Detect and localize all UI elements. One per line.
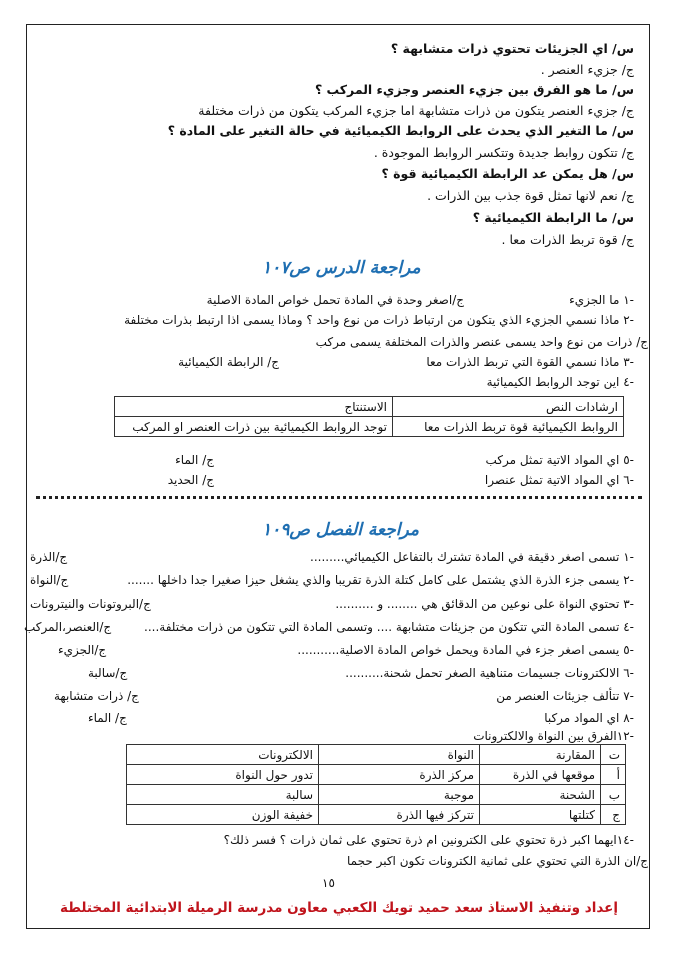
review1-table	[114, 396, 624, 437]
review1-a5: ج/ الماء	[175, 453, 214, 467]
question-3: س/ ما التغير الذي يحدث على الروابط الكيميائية في حالة التغير على المادة ؟	[167, 123, 634, 138]
table-cell: خفيفة الوزن	[127, 805, 319, 825]
question-2: س/ ما هو الفرق بين جزيء العنصر وجزيء المركب ؟	[314, 82, 634, 97]
table-cell: توجد الروابط الكيميائية بين ذرات العنصر او المركب	[115, 417, 393, 437]
review1-a2: ج/ ذرات من نوع واحد يسمى عنصر والذرات المختلفة يسمى مركب	[315, 335, 648, 349]
review2-a8: ج/ الماء	[88, 711, 127, 725]
answer-4: ج/ نعم لانها تمثل قوة جذب بين الذرات .	[427, 188, 634, 203]
review2-a2: ج/النواة	[30, 573, 69, 587]
review2-q4: -٤ تسمى المادة التي تتكون من جزيئات متشابهة .... وتسمى المادة التي تتكون من ذرات مختلفة....	[144, 620, 634, 634]
table-cell: ب	[601, 785, 626, 805]
answer-2: ج/ جزيء العنصر يتكون من ذرات متشابهة اما جزيء المركب يتكون من ذرات مختلفة	[198, 103, 634, 118]
review1-a1: ج/اصغر وحدة في المادة تحمل خواص المادة الاصلية	[206, 293, 464, 307]
table-cell: مركز الذرة	[319, 765, 480, 785]
review2-q8: -٨ اي المواد مركبا	[544, 711, 634, 725]
table-cell: ج	[601, 805, 626, 825]
answer-5: ج/ قوة تربط الذرات معا .	[501, 232, 634, 247]
question-5: س/ ما الرابطة الكيميائية ؟	[472, 210, 634, 225]
review2-a14: ج/ان الذرة التي تحتوي على ثمانية الكترونات تكون اكبر حجما	[347, 854, 648, 868]
table-cell: تتركز فيها الذرة	[319, 805, 480, 825]
review2-q3: -٣ تحتوي النواة على نوعين من الدقائق هي ........ و ..........	[335, 597, 634, 611]
review2-a5: ج/الجزيء	[58, 643, 107, 657]
table-cell: الروابط الكيميائية قوة تربط الذرات معا	[393, 417, 624, 437]
table-header-cell: الاستنتاج	[115, 397, 393, 417]
separator-line	[36, 496, 642, 499]
review2-a1: ج/الذرة	[30, 550, 68, 564]
page-number: ١٥	[322, 876, 335, 890]
comparison-table	[126, 744, 626, 825]
review1-q5: -٥ اي المواد الاتية تمثل مركب	[485, 453, 634, 467]
answer-1: ج/ جزيء العنصر .	[540, 62, 634, 77]
review1-a3: ج/ الرابطة الكيميائية	[178, 355, 279, 369]
review2-q7: -٧ تتألف جزيئات العنصر من	[496, 689, 634, 703]
answer-3: ج/ تتكون روابط جديدة وتتكسر الروابط الموجودة .	[373, 145, 634, 160]
review2-q6: -٦ الالكترونات جسيمات متناهية الصغر تحمل شحنة..........	[345, 666, 634, 680]
table-cell: سالبة	[127, 785, 319, 805]
review2-a6: ج/سالبة	[88, 666, 128, 680]
table-header-cell: الالكترونات	[127, 745, 319, 765]
table-cell: موقعها في الذرة	[480, 765, 601, 785]
table-cell: أ	[601, 765, 626, 785]
review1-q4: -٤ اين توجد الروابط الكيميائية	[486, 375, 634, 389]
review1-a6: ج/ الحديد	[167, 473, 214, 487]
review2-q14: -١٤ايهما اكبر ذرة تحتوي على الكترونين ام ذرة تحتوي على ثمان ذرات ؟ فسر ذلك؟	[223, 833, 634, 847]
review1-q2: -٢ ماذا نسمي الجزيء الذي يتكون من ارتباط ذرات من نوع واحد ؟ وماذا يسمى اذا ارتبط بذرات مختلفة	[124, 313, 634, 327]
review2-q2: -٢ يسمى جزء الذرة الذي يشتمل على كامل كتلة الذرة تقريبا والذي يشغل حيزا صغيرا جدا داخلها .......	[127, 573, 634, 587]
review2-a7: ج/ ذرات متشابهة	[54, 689, 139, 703]
question-4: س/ هل يمكن عد الرابطة الكيميائية قوة ؟	[381, 166, 634, 181]
review-chapter-title: مراجعة الفصل ص١٠٩	[262, 520, 419, 540]
review-lesson-title: مراجعة الدرس ص١٠٧	[262, 258, 421, 278]
review2-a4: ج/العنصر،المركب	[24, 620, 112, 634]
table-header-cell: ارشادات النص	[393, 397, 624, 417]
table-cell: تدور حول النواة	[127, 765, 319, 785]
review2-q1: -١ تسمى اصغر دقيقة في المادة تشترك بالتفاعل الكيميائي.........	[310, 550, 634, 564]
review2-a3: ج/البروتونات والنيترونات	[30, 597, 151, 611]
footer-credit: إعداد وتنفيذ الاستاذ سعد حميد تويك الكعبي معاون مدرسة الرميلة الابتدائية المختلطة	[60, 900, 618, 916]
table-cell: كتلتها	[480, 805, 601, 825]
review2-q5: -٥ يسمى اصغر جزء في المادة ويحمل خواص المادة الاصلية...........	[297, 643, 634, 657]
table-header-cell: ت	[601, 745, 626, 765]
review1-q6: -٦ اي المواد الاتية تمثل عنصرا	[484, 473, 634, 487]
table-cell: موجبة	[319, 785, 480, 805]
table-header-cell: النواة	[319, 745, 480, 765]
question-1: س/ اي الجزيئات تحتوي ذرات متشابهة ؟	[390, 41, 634, 56]
review1-q3: -٣ ماذا نسمي القوة التي تربط الذرات معا	[426, 355, 634, 369]
review1-q1: -١ ما الجزيء	[569, 293, 634, 307]
table-cell: الشحنة	[480, 785, 601, 805]
table-header-cell: المقارنة	[480, 745, 601, 765]
review2-q12: -١٢الفرق بين النواة والالكترونات	[473, 729, 634, 743]
